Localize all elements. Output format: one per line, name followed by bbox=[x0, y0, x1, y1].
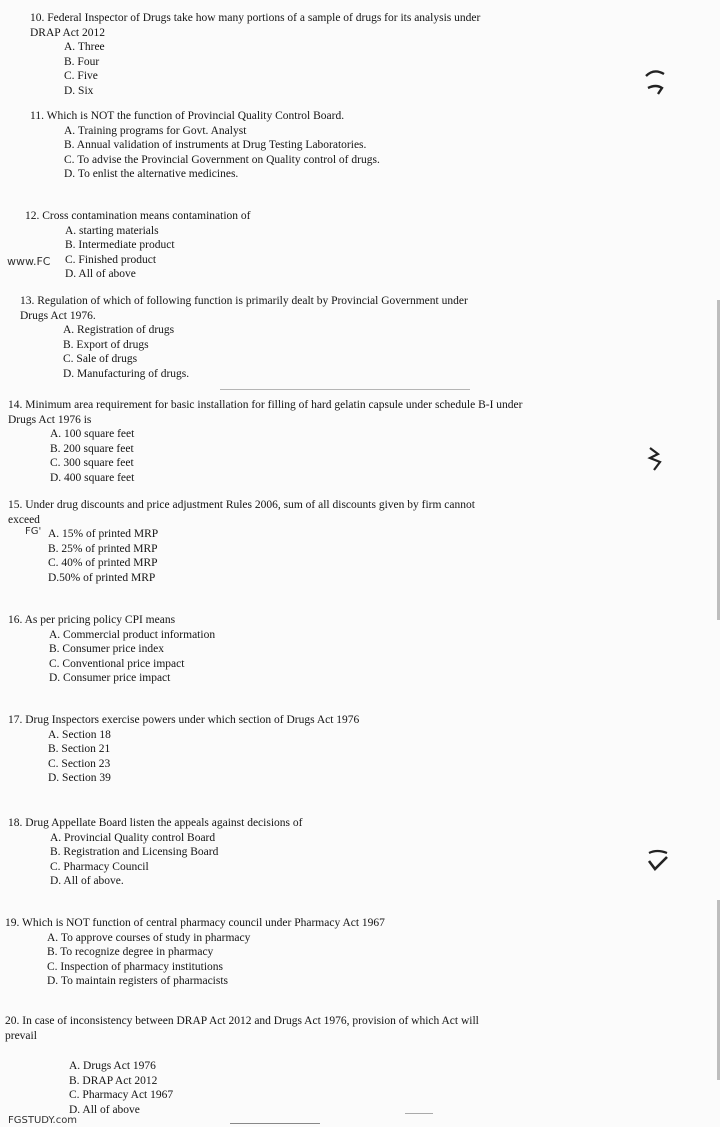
option-list bbox=[48, 527, 488, 585]
option-d: D. To enlist the alternative medicines. bbox=[64, 168, 239, 180]
option-b: B. 25% of printed MRP bbox=[48, 542, 158, 555]
option-list bbox=[47, 931, 505, 989]
question-stem: 14. Minimum area requirement for basic installation for filling of hard gelatin capsule under schedule B-I under Drugs Act 1976 is bbox=[8, 399, 523, 426]
option-c: C. To advise the Provincial Government on Quality control of drugs. bbox=[64, 153, 380, 166]
option-b: B. 200 square feet bbox=[50, 442, 134, 455]
option-b: B. Section 21 bbox=[48, 743, 111, 755]
option-c: C. 300 square feet bbox=[50, 457, 134, 469]
option-a: A. Three bbox=[64, 41, 105, 53]
option-list bbox=[65, 224, 425, 282]
watermark-bottom: FGSTUDY.com bbox=[8, 1115, 78, 1126]
option-d: D. To maintain registers of pharmacists bbox=[47, 975, 229, 987]
tick-mark-icon bbox=[645, 847, 671, 875]
question-19 bbox=[5, 916, 505, 989]
option-b: B. Export of drugs bbox=[63, 338, 149, 351]
option-a: A. To approve courses of study in pharmacy bbox=[47, 931, 251, 944]
scan-artifact-line bbox=[230, 1123, 320, 1124]
option-c: C. Finished product bbox=[65, 253, 157, 266]
option-list bbox=[49, 628, 408, 686]
option-a: A. Commercial product information bbox=[49, 628, 216, 641]
option-a: A. 100 square feet bbox=[50, 428, 135, 440]
option-c: C. Inspection of pharmacy institutions bbox=[47, 960, 223, 973]
question-stem: 11. Which is NOT the function of Provincial Quality Control Board. bbox=[30, 110, 345, 122]
question-15 bbox=[8, 498, 488, 585]
question-20 bbox=[5, 1014, 505, 1117]
option-list bbox=[69, 1059, 505, 1117]
scan-underline bbox=[220, 389, 470, 390]
question-stem: 18. Drug Appellate Board listen the appeals against decisions of bbox=[8, 817, 303, 829]
question-10 bbox=[30, 11, 510, 98]
option-d: D. All of above. bbox=[50, 875, 124, 887]
option-d: D.50% of printed MRP bbox=[48, 571, 156, 584]
option-a: A. Registration of drugs bbox=[63, 324, 175, 336]
option-list bbox=[64, 124, 500, 182]
option-c: C. Pharmacy Act 1967 bbox=[69, 1089, 174, 1101]
question-stem: 17. Drug Inspectors exercise powers under which section of Drugs Act 1976 bbox=[8, 714, 360, 726]
question-stem: 20. In case of inconsistency between DRAP Act 2012 and Drugs Act 1976, provision of which Act will prevail bbox=[5, 1015, 479, 1042]
option-c: C. Conventional price impact bbox=[49, 657, 185, 670]
option-b: B. Annual validation of instruments at Drug Testing Laboratories. bbox=[64, 139, 367, 151]
option-a: A. Section 18 bbox=[48, 728, 111, 741]
option-d: D. Six bbox=[64, 84, 94, 97]
question-stem: 12. Cross contamination means contamination of bbox=[25, 210, 251, 222]
tick-mark-icon bbox=[642, 66, 668, 98]
option-d: D. Manufacturing of drugs. bbox=[63, 367, 190, 380]
option-a: A. starting materials bbox=[65, 224, 159, 237]
question-stem: 13. Regulation of which of following function is primarily dealt by Provincial Government under Drugs Act 1976. bbox=[20, 295, 468, 322]
question-12 bbox=[25, 209, 425, 282]
option-a: A. Provincial Quality control Board bbox=[50, 831, 216, 844]
option-d: D. 400 square feet bbox=[50, 471, 135, 484]
option-b: B. Intermediate product bbox=[65, 239, 175, 251]
option-d: D. All of above bbox=[65, 268, 136, 280]
option-list bbox=[50, 427, 538, 485]
option-c: C. Five bbox=[64, 70, 98, 82]
option-d: D. Section 39 bbox=[48, 772, 111, 784]
option-b: B. To recognize degree in pharmacy bbox=[47, 946, 214, 958]
option-b: B. Registration and Licensing Board bbox=[50, 846, 219, 858]
option-b: B. DRAP Act 2012 bbox=[69, 1074, 158, 1087]
question-18 bbox=[8, 816, 428, 889]
option-a: A. 15% of printed MRP bbox=[48, 528, 159, 540]
option-a: A. Training programs for Govt. Analyst bbox=[64, 124, 247, 137]
option-list bbox=[63, 323, 480, 381]
option-c: C. Pharmacy Council bbox=[50, 860, 149, 873]
option-list bbox=[64, 40, 510, 98]
option-d: D. All of above bbox=[69, 1103, 140, 1116]
watermark-left-mid: FG' bbox=[25, 526, 42, 537]
option-c: C. 40% of printed MRP bbox=[48, 557, 158, 569]
question-11 bbox=[30, 109, 500, 182]
question-13 bbox=[20, 294, 480, 381]
question-stem: 15. Under drug discounts and price adjustment Rules 2006, sum of all discounts given by firm cannot exceed bbox=[8, 499, 475, 526]
option-b: B. Consumer price index bbox=[49, 643, 164, 655]
option-list bbox=[48, 728, 468, 786]
question-stem: 16. As per pricing policy CPI means bbox=[8, 614, 176, 626]
option-list bbox=[50, 831, 428, 889]
question-stem: 19. Which is NOT function of central pharmacy council under Pharmacy Act 1967 bbox=[5, 917, 385, 929]
option-c: C. Section 23 bbox=[48, 757, 111, 770]
question-17 bbox=[8, 713, 468, 786]
question-14 bbox=[8, 398, 538, 485]
tick-mark-icon bbox=[644, 444, 666, 472]
option-b: B. Four bbox=[64, 55, 100, 68]
option-a: A. Drugs Act 1976 bbox=[69, 1060, 156, 1072]
option-d: D. Consumer price impact bbox=[49, 672, 171, 684]
option-c: C. Sale of drugs bbox=[63, 353, 138, 365]
watermark-left-top: www.FC bbox=[7, 255, 51, 268]
scan-artifact-line bbox=[405, 1113, 433, 1114]
question-16 bbox=[8, 613, 408, 686]
question-stem: 10. Federal Inspector of Drugs take how many portions of a sample of drugs for its analysis under DRAP Act 2012 bbox=[30, 12, 481, 39]
